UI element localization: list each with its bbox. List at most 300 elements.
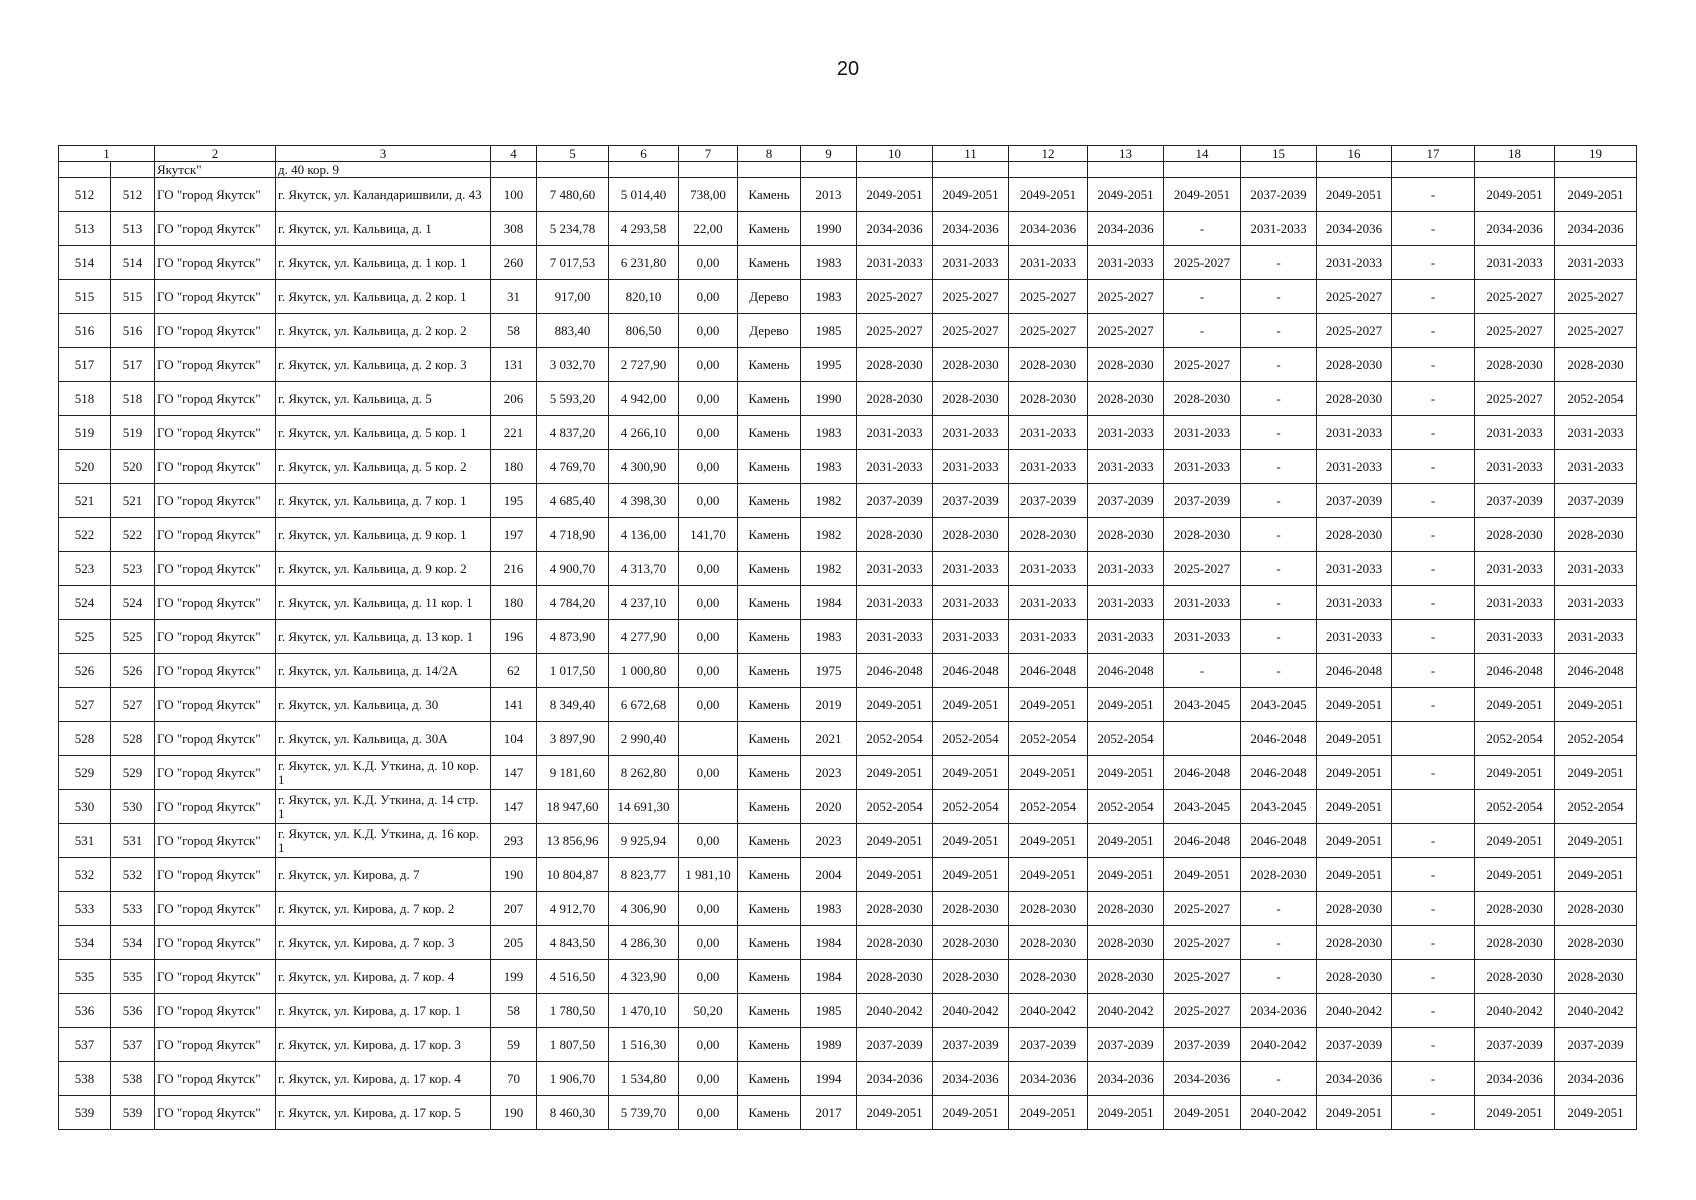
table-cell: г. Якутск, ул. К.Д. Уткина, д. 16 кор. 1 (276, 824, 491, 858)
table-cell: 4 237,10 (609, 586, 679, 620)
table-cell: 2023 (801, 824, 857, 858)
table-cell: 2037-2039 (1009, 1028, 1088, 1062)
table-cell: 514 (111, 246, 155, 280)
table-cell: 2034-2036 (1317, 212, 1392, 246)
table-cell: 524 (59, 586, 111, 620)
table-cell: 4 136,00 (609, 518, 679, 552)
table-cell: 2031-2033 (1164, 450, 1241, 484)
table-cell: - (1241, 450, 1317, 484)
table-cell: ГО "город Якутск" (155, 518, 276, 552)
table-row (59, 722, 1637, 756)
table-cell: г. Якутск, ул. Кальвица, д. 1 кор. 1 (276, 246, 491, 280)
table-cell: 2049-2051 (1164, 1096, 1241, 1130)
table-cell: 2025-2027 (1317, 314, 1392, 348)
table-cell: 0,00 (679, 246, 738, 280)
table-cell: 2049-2051 (1317, 722, 1392, 756)
table-cell: 806,50 (609, 314, 679, 348)
table-cell: 1983 (801, 450, 857, 484)
table-cell: 4 837,20 (537, 416, 609, 450)
table-cell: 2028-2030 (1088, 518, 1164, 552)
table-cell: 536 (59, 994, 111, 1028)
table-cell: 1975 (801, 654, 857, 688)
table-cell: - (1241, 586, 1317, 620)
table-cell: 1 534,80 (609, 1062, 679, 1096)
table-cell: - (1392, 246, 1475, 280)
table-cell: 1983 (801, 620, 857, 654)
table-cell: г. Якутск, ул. Кальвица, д. 2 кор. 1 (276, 280, 491, 314)
table-cell: 2037-2039 (1164, 484, 1241, 518)
table-cell: 2046-2048 (1555, 654, 1637, 688)
table-cell: 100 (491, 178, 537, 212)
table-cell: 2049-2051 (933, 178, 1009, 212)
table-cell: Камень (738, 1062, 801, 1096)
table-cell: 2025-2027 (1475, 314, 1555, 348)
table-cell: 2028-2030 (1009, 892, 1088, 926)
table-cell: 2034-2036 (1241, 994, 1317, 1028)
table-cell: 2037-2039 (1088, 1028, 1164, 1062)
table-cell: 14 691,30 (609, 790, 679, 824)
table-cell: 2049-2051 (857, 756, 933, 790)
table-cell: 2049-2051 (1088, 756, 1164, 790)
table-cell: 58 (491, 994, 537, 1028)
table-cell: ГО "город Якутск" (155, 1028, 276, 1062)
table-cell: 738,00 (679, 178, 738, 212)
table-cell: 1 807,50 (537, 1028, 609, 1062)
table-cell: 2037-2039 (1555, 1028, 1637, 1062)
table-cell: - (1241, 348, 1317, 382)
table-cell: 22,00 (679, 212, 738, 246)
table-cell: - (1241, 382, 1317, 416)
table-cell: 0,00 (679, 382, 738, 416)
table-cell: Камень (738, 926, 801, 960)
table-cell: 2031-2033 (1164, 620, 1241, 654)
table-cell: 2049-2051 (1317, 1096, 1392, 1130)
table-cell: 2031-2033 (1164, 416, 1241, 450)
table-row (59, 654, 1637, 688)
table-cell: 2028-2030 (857, 518, 933, 552)
table-cell: 2034-2036 (1475, 212, 1555, 246)
table-cell: 2031-2033 (1088, 620, 1164, 654)
table-cell: 522 (111, 518, 155, 552)
table-cell: 2046-2048 (1241, 824, 1317, 858)
table-cell: 2049-2051 (1009, 858, 1088, 892)
table-cell: 2034-2036 (933, 212, 1009, 246)
table-cell: г. Якутск, ул. Кальвица, д. 30А (276, 722, 491, 756)
table-cell: 2028-2030 (1088, 382, 1164, 416)
table-cell: - (1392, 416, 1475, 450)
table-cell: - (1241, 246, 1317, 280)
table-cell: 2031-2033 (1317, 586, 1392, 620)
table-cell: 537 (111, 1028, 155, 1062)
table-cell: 0,00 (679, 348, 738, 382)
header-cell: 11 (933, 146, 1009, 162)
table-cell: ГО "город Якутск" (155, 926, 276, 960)
table-cell: 2049-2051 (1475, 858, 1555, 892)
table-cell: - (1392, 450, 1475, 484)
table-cell: 530 (111, 790, 155, 824)
table-cell: 2031-2033 (1317, 416, 1392, 450)
table-cell: 535 (111, 960, 155, 994)
table-cell: - (1392, 484, 1475, 518)
table-cell: 2031-2033 (933, 246, 1009, 280)
table-row (59, 756, 1637, 790)
table-cell: ГО "город Якутск" (155, 722, 276, 756)
continuation-cell (1392, 162, 1475, 178)
continuation-cell (801, 162, 857, 178)
continuation-cell (1164, 162, 1241, 178)
table-cell: 519 (59, 416, 111, 450)
table-cell: 13 856,96 (537, 824, 609, 858)
continuation-cell (1475, 162, 1555, 178)
table-cell: 2028-2030 (1241, 858, 1317, 892)
table-row (59, 552, 1637, 586)
table-cell: - (1392, 1096, 1475, 1130)
header-cell: 18 (1475, 146, 1555, 162)
table-cell: 529 (111, 756, 155, 790)
table-cell: 2028-2030 (857, 926, 933, 960)
table-cell: - (1392, 348, 1475, 382)
table-cell: 2049-2051 (1475, 688, 1555, 722)
table-cell: ГО "город Якутск" (155, 586, 276, 620)
table-cell: 190 (491, 858, 537, 892)
table-cell: г. Якутск, ул. Кирова, д. 17 кор. 3 (276, 1028, 491, 1062)
table-cell: 2037-2039 (857, 484, 933, 518)
table-cell: 6 672,68 (609, 688, 679, 722)
table-cell: 1990 (801, 382, 857, 416)
table-cell: Камень (738, 654, 801, 688)
table-cell: 216 (491, 552, 537, 586)
table-cell: 2025-2027 (1164, 892, 1241, 926)
table-cell: 2034-2036 (857, 1062, 933, 1096)
table-cell: 4 900,70 (537, 552, 609, 586)
table-cell: 2020 (801, 790, 857, 824)
table-cell: 2028-2030 (933, 518, 1009, 552)
table-cell: 8 823,77 (609, 858, 679, 892)
table-cell: Камень (738, 824, 801, 858)
table-cell: 2049-2051 (1009, 824, 1088, 858)
table-cell: 2031-2033 (857, 552, 933, 586)
table-cell: 2028-2030 (1088, 960, 1164, 994)
table-cell: 1 017,50 (537, 654, 609, 688)
table-cell: 2046-2048 (1164, 824, 1241, 858)
table-cell: 530 (59, 790, 111, 824)
table-cell: 1983 (801, 280, 857, 314)
table-cell: 2031-2033 (1475, 416, 1555, 450)
table-cell: 2031-2033 (933, 416, 1009, 450)
table-cell: 2037-2039 (1088, 484, 1164, 518)
table-cell: 2 990,40 (609, 722, 679, 756)
table-cell: 2040-2042 (933, 994, 1009, 1028)
table-cell: 2025-2027 (1317, 280, 1392, 314)
table-cell: 2025-2027 (857, 314, 933, 348)
table-cell: 2031-2033 (1475, 620, 1555, 654)
table-cell: 2028-2030 (1088, 892, 1164, 926)
table-cell: 2028-2030 (933, 926, 1009, 960)
table-cell: 524 (111, 586, 155, 620)
table-cell: 2037-2039 (1317, 1028, 1392, 1062)
table-cell: 2031-2033 (1009, 246, 1088, 280)
table-cell: 2028-2030 (1317, 926, 1392, 960)
table-cell: 2049-2051 (1009, 178, 1088, 212)
continuation-cell (1555, 162, 1637, 178)
table-cell: 2052-2054 (1088, 790, 1164, 824)
table-cell: 2034-2036 (1088, 1062, 1164, 1096)
table-cell: 2028-2030 (1555, 926, 1637, 960)
table-cell: - (1241, 416, 1317, 450)
table-cell: 883,40 (537, 314, 609, 348)
table-cell: 525 (59, 620, 111, 654)
table-cell: г. Якутск, ул. Кальвица, д. 30 (276, 688, 491, 722)
table-cell: 0,00 (679, 824, 738, 858)
table-cell: 2025-2027 (1164, 960, 1241, 994)
table-cell: 2025-2027 (1555, 280, 1637, 314)
table-cell: Камень (738, 960, 801, 994)
table-cell: 512 (59, 178, 111, 212)
table-cell: Камень (738, 756, 801, 790)
table-cell: 2049-2051 (1555, 178, 1637, 212)
table-row (59, 246, 1637, 280)
table-cell: 2028-2030 (1555, 892, 1637, 926)
header-cell: 7 (679, 146, 738, 162)
table-cell: - (1392, 926, 1475, 960)
table-cell: г. Якутск, ул. Каландаришвили, д. 43 (276, 178, 491, 212)
table-cell: 1985 (801, 994, 857, 1028)
header-cell: 12 (1009, 146, 1088, 162)
header-cell: 17 (1392, 146, 1475, 162)
continuation-cell (491, 162, 537, 178)
table-cell: 2028-2030 (1475, 926, 1555, 960)
table-cell: - (1392, 994, 1475, 1028)
continuation-cell (609, 162, 679, 178)
table-cell: 2031-2033 (933, 552, 1009, 586)
table-cell: 2052-2054 (1088, 722, 1164, 756)
continuation-cell (1241, 162, 1317, 178)
table-cell: 1983 (801, 416, 857, 450)
table-cell: 2034-2036 (1088, 212, 1164, 246)
table-row (59, 450, 1637, 484)
table-cell: 2034-2036 (1009, 212, 1088, 246)
table-cell: 521 (111, 484, 155, 518)
table-cell: 2049-2051 (1555, 756, 1637, 790)
table-cell: 2028-2030 (1555, 348, 1637, 382)
table-row (59, 892, 1637, 926)
table-cell: 1 780,50 (537, 994, 609, 1028)
table-cell: 2025-2027 (1009, 280, 1088, 314)
table-cell: Камень (738, 688, 801, 722)
table-cell: 2028-2030 (1317, 892, 1392, 926)
table-cell: 2028-2030 (1009, 518, 1088, 552)
table-cell: 2031-2033 (933, 450, 1009, 484)
table-cell: 190 (491, 1096, 537, 1130)
table-cell: 2046-2048 (933, 654, 1009, 688)
table-cell: 293 (491, 824, 537, 858)
table-cell: ГО "город Якутск" (155, 960, 276, 994)
table-cell: 2028-2030 (1009, 926, 1088, 960)
table-cell: - (1241, 314, 1317, 348)
table-cell: 528 (59, 722, 111, 756)
table-cell: 2049-2051 (1317, 756, 1392, 790)
table-cell: 516 (111, 314, 155, 348)
table-cell: 207 (491, 892, 537, 926)
table-cell: 2 727,90 (609, 348, 679, 382)
table-cell: 2031-2033 (857, 416, 933, 450)
table-cell: 2040-2042 (857, 994, 933, 1028)
table-cell: г. Якутск, ул. Кальвица, д. 7 кор. 1 (276, 484, 491, 518)
table-cell: 520 (59, 450, 111, 484)
table-cell: 2031-2033 (857, 450, 933, 484)
table-row (59, 178, 1637, 212)
continuation-cell (59, 162, 111, 178)
table-cell: г. Якутск, ул. Кальвица, д. 13 кор. 1 (276, 620, 491, 654)
table-row (59, 586, 1637, 620)
continuation-cell (1317, 162, 1392, 178)
table-cell: 2040-2042 (1241, 1028, 1317, 1062)
table-cell (679, 722, 738, 756)
table-cell: Дерево (738, 314, 801, 348)
table-cell: 536 (111, 994, 155, 1028)
table-cell: 3 897,90 (537, 722, 609, 756)
table-cell: 2049-2051 (1088, 824, 1164, 858)
table-cell: 2031-2033 (1555, 586, 1637, 620)
table-cell: 2049-2051 (1317, 858, 1392, 892)
table-cell: Камень (738, 178, 801, 212)
table-cell: - (1392, 688, 1475, 722)
table-cell: - (1164, 280, 1241, 314)
table-cell: 0,00 (679, 484, 738, 518)
table-row (59, 348, 1637, 382)
table-cell: 2031-2033 (1009, 586, 1088, 620)
header-cell: 19 (1555, 146, 1637, 162)
table-cell: 2023 (801, 756, 857, 790)
table-cell: Камень (738, 450, 801, 484)
table-cell: ГО "город Якутск" (155, 756, 276, 790)
page-number: 20 (836, 58, 860, 80)
table-cell: 2031-2033 (1164, 586, 1241, 620)
table-cell: 514 (59, 246, 111, 280)
table-cell: 9 925,94 (609, 824, 679, 858)
table-cell: 2025-2027 (1475, 382, 1555, 416)
header-cell: 4 (491, 146, 537, 162)
table-cell: 8 349,40 (537, 688, 609, 722)
table-row (59, 620, 1637, 654)
continuation-cell (738, 162, 801, 178)
table-cell: 2046-2048 (1009, 654, 1088, 688)
table-cell: 2025-2027 (1088, 280, 1164, 314)
table-cell: 0,00 (679, 756, 738, 790)
table-cell: Камень (738, 246, 801, 280)
table-cell: 0,00 (679, 1062, 738, 1096)
table-cell: 2046-2048 (1475, 654, 1555, 688)
table-cell: 1 516,30 (609, 1028, 679, 1062)
table-cell: 529 (59, 756, 111, 790)
table-cell: 18 947,60 (537, 790, 609, 824)
table-cell: 2049-2051 (1475, 178, 1555, 212)
table-cell: 2031-2033 (1009, 620, 1088, 654)
table-row (59, 484, 1637, 518)
table-cell: ГО "город Якутск" (155, 178, 276, 212)
table-cell: Камень (738, 790, 801, 824)
table-cell: г. Якутск, ул. Кальвица, д. 2 кор. 3 (276, 348, 491, 382)
table-row (59, 382, 1637, 416)
table-cell: 2031-2033 (1555, 620, 1637, 654)
table-cell: 1984 (801, 926, 857, 960)
table-cell: 2028-2030 (933, 892, 1009, 926)
table-cell: 2049-2051 (1317, 178, 1392, 212)
table-cell: 2037-2039 (857, 1028, 933, 1062)
table-cell: г. Якутск, ул. Кальвица, д. 9 кор. 1 (276, 518, 491, 552)
table-cell: 2049-2051 (857, 688, 933, 722)
table-cell: 2037-2039 (1164, 1028, 1241, 1062)
header-cell: 3 (276, 146, 491, 162)
table-cell: 2034-2036 (933, 1062, 1009, 1096)
table-row (59, 518, 1637, 552)
table-cell: - (1241, 926, 1317, 960)
table-cell: 2049-2051 (1555, 688, 1637, 722)
table-cell: - (1241, 620, 1317, 654)
table-cell: 515 (111, 280, 155, 314)
table-cell: 1984 (801, 586, 857, 620)
table-cell: г. Якутск, ул. Кальвица, д. 2 кор. 2 (276, 314, 491, 348)
table-cell: 517 (59, 348, 111, 382)
table-cell: 2037-2039 (1555, 484, 1637, 518)
table-cell: 2034-2036 (1164, 1062, 1241, 1096)
table-cell: - (1392, 382, 1475, 416)
table-cell: 2025-2027 (857, 280, 933, 314)
table-cell: 2025-2027 (1475, 280, 1555, 314)
table-cell: 531 (59, 824, 111, 858)
table-cell: ГО "город Якутск" (155, 416, 276, 450)
table-cell: - (1392, 756, 1475, 790)
table-cell: 2049-2051 (857, 1096, 933, 1130)
table-cell: 1989 (801, 1028, 857, 1062)
table-cell: 2031-2033 (1088, 586, 1164, 620)
table-cell: 2040-2042 (1241, 1096, 1317, 1130)
table-cell: ГО "город Якутск" (155, 620, 276, 654)
table-cell: 2028-2030 (933, 960, 1009, 994)
table-cell: 526 (59, 654, 111, 688)
table-cell: 2049-2051 (1475, 1096, 1555, 1130)
continuation-cell: Якутск" (155, 162, 276, 178)
table-cell: 2049-2051 (933, 688, 1009, 722)
table-cell: 2031-2033 (1088, 450, 1164, 484)
table-cell: Камень (738, 1096, 801, 1130)
table-cell: 0,00 (679, 926, 738, 960)
table-cell: 2031-2033 (1088, 416, 1164, 450)
table-cell: г. Якутск, ул. Кальвица, д. 5 кор. 1 (276, 416, 491, 450)
table-cell: 2028-2030 (1317, 382, 1392, 416)
table-cell: 2049-2051 (1164, 858, 1241, 892)
header-row (59, 146, 1637, 162)
table-cell: 2052-2054 (1555, 722, 1637, 756)
table-cell: 513 (59, 212, 111, 246)
header-cell: 1 (59, 146, 155, 162)
table-cell: Камень (738, 858, 801, 892)
table-cell: 2040-2042 (1317, 994, 1392, 1028)
table-cell: 2028-2030 (1164, 382, 1241, 416)
table-cell: 2043-2045 (1164, 790, 1241, 824)
table-cell: 2034-2036 (1475, 1062, 1555, 1096)
table-cell: 2031-2033 (933, 586, 1009, 620)
table-row (59, 1096, 1637, 1130)
table-cell: 1985 (801, 314, 857, 348)
table-row (59, 790, 1637, 824)
table-cell: 539 (111, 1096, 155, 1130)
table-cell: 2031-2033 (857, 586, 933, 620)
table-cell: г. Якутск, ул. Кирова, д. 17 кор. 4 (276, 1062, 491, 1096)
table-cell: - (1392, 586, 1475, 620)
table-cell: 2028-2030 (857, 348, 933, 382)
continuation-cell (933, 162, 1009, 178)
